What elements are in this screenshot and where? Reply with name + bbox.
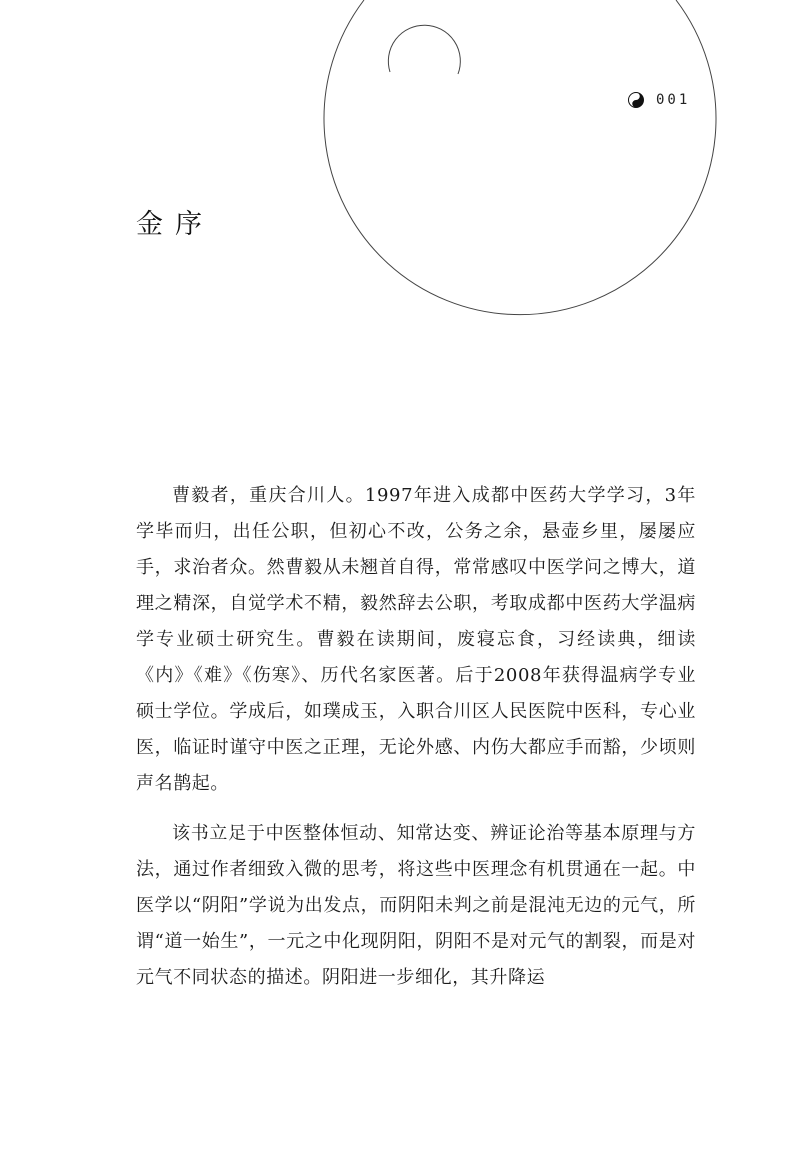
large-arc [324,0,716,315]
body-text [136,478,696,996]
page-number: 001 [656,92,691,108]
section-title: 金序 [136,209,214,240]
small-spiral-arc [388,25,460,74]
paragraph-2: 该书立足于中医整体恒动、知常达变、辨证论治等基本原理与方法，通过作者细致入微的思考，将这些中医理念有机贯通在一起。中医学以“阴阳”学说为出发点，而阴阳未判之前是混沌无边的元气，所谓“道一始生”，一元之中化现阴阳，阴阳不是对元气的割裂，而是对元气不同状态的描述。阴阳进一步细化，其升降运 [136,823,696,988]
page-header [628,92,690,108]
taiji-icon [628,92,644,108]
decorative-circle-ornament [0,0,800,360]
paragraph-1: 曹毅者，重庆合川人。1997年进入成都中医药大学学习，3年学毕而归，出任公职，但初心不改，公务之余，悬壶乡里，屡屡应手，求治者众。然曹毅从未翘首自得，常常感叹中医学问之博大，道理之精深，自觉学术不精，毅然辞去公职，考取成都中医药大学温病学专业硕士研究生。曹毅在读期间，废寝忘食，习经读典，细读《内》《难》《伤寒》、历代名家医著。后于2008年获得温病学专业硕士学位。学成后，如璞成玉，入职合川区人民医院中医科，专心业医，临证时谨守中医之正理，无论外感、内伤大都应手而豁，少顷则声名鹊起。 [136,485,696,794]
